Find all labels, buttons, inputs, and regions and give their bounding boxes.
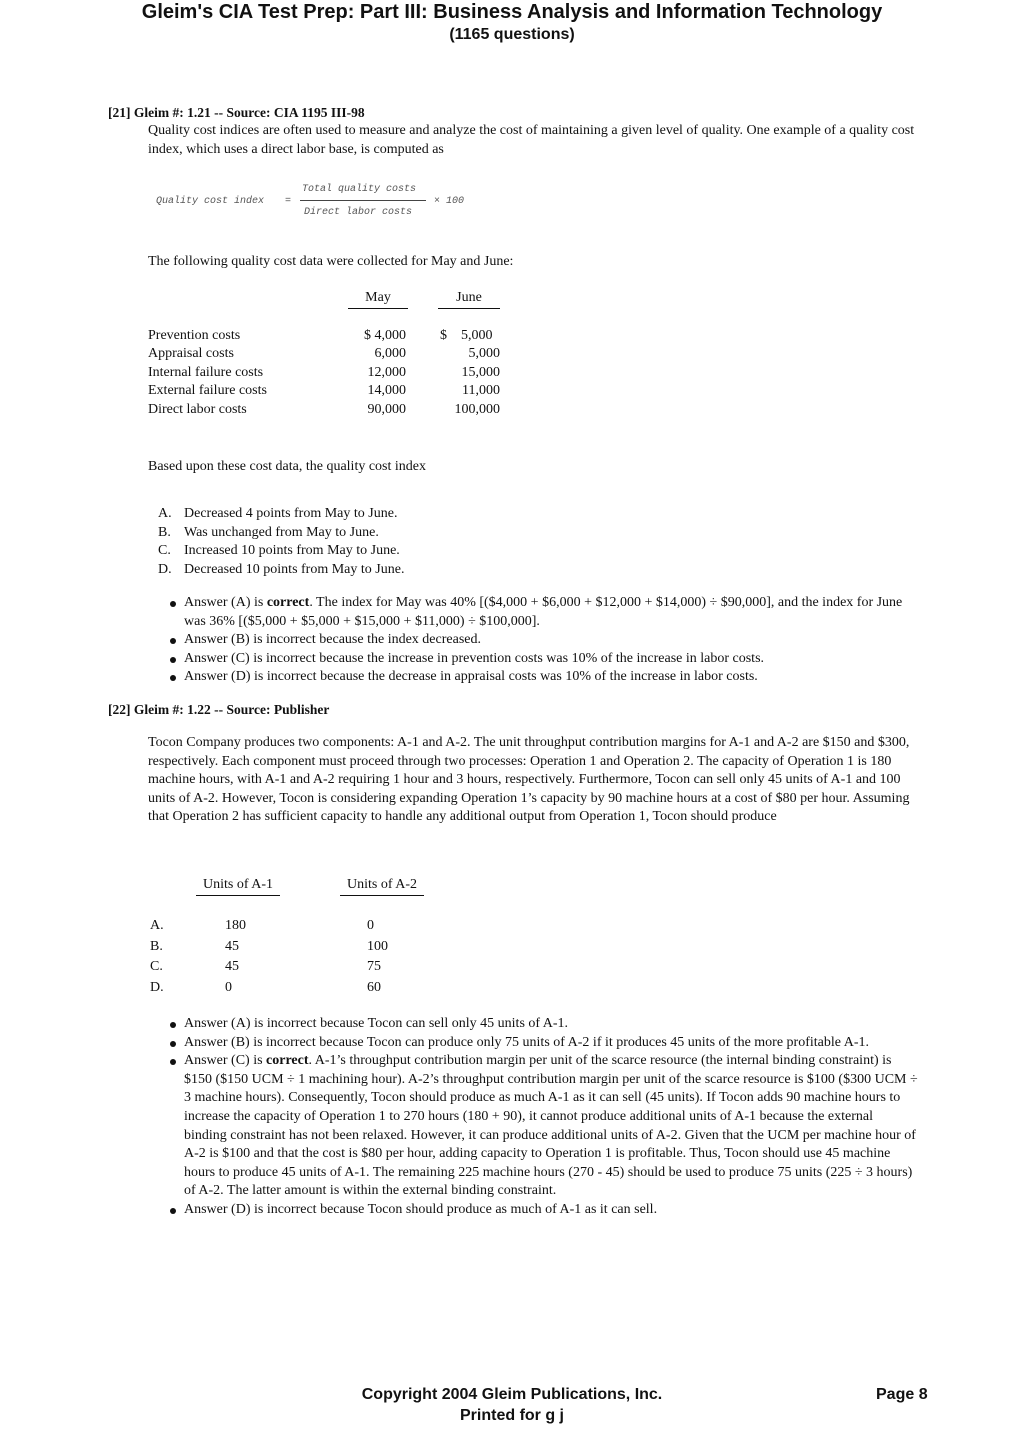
choice-letter[interactable]: D. bbox=[150, 980, 164, 995]
answer-explanation bbox=[148, 631, 918, 650]
bullet-icon bbox=[148, 631, 184, 650]
q21-formula bbox=[150, 183, 490, 223]
answer-explanation bbox=[148, 1015, 918, 1034]
choice-letter[interactable]: A. bbox=[150, 918, 164, 933]
row-may: 12,000 bbox=[367, 365, 406, 380]
option-c[interactable] bbox=[148, 542, 648, 561]
option-b[interactable] bbox=[148, 524, 648, 543]
col-header-may: May bbox=[365, 290, 391, 305]
choice-a2: 100 bbox=[367, 939, 388, 954]
option-d[interactable] bbox=[148, 561, 648, 580]
answer-rest: . The index for May was 40% [($4,000 + $6,000 + $12,000 + $14,000) ÷ $90,000], and the index for June was 36% [($5,000 + $5,000 + $15,000 + $11,000) ÷ $100,000]. bbox=[184, 595, 903, 629]
option-text: Was unchanged from May to June. bbox=[184, 524, 379, 540]
formula-denominator: Direct labor costs bbox=[304, 207, 413, 218]
q21-stem: Based upon these cost data, the quality cost index bbox=[148, 459, 426, 474]
col-rule-may bbox=[348, 308, 408, 309]
answer-text: Answer (D) is incorrect because Tocon should produce as much of A-1 as it can sell. bbox=[184, 1201, 658, 1217]
choice-a1: 45 bbox=[225, 939, 239, 954]
q21-heading: [21] Gleim #: 1.21 -- Source: CIA 1195 III-98 bbox=[108, 105, 365, 120]
choice-a2: 0 bbox=[367, 918, 374, 933]
q22-answers bbox=[148, 1015, 918, 1220]
row-may: $ 4,000 bbox=[364, 328, 406, 343]
row-may: 90,000 bbox=[367, 402, 406, 417]
row-label: Prevention costs bbox=[148, 328, 241, 343]
option-a[interactable] bbox=[148, 505, 648, 524]
q22-heading: [22] Gleim #: 1.22 -- Source: Publisher bbox=[108, 702, 330, 717]
correct-label: correct bbox=[266, 1053, 309, 1069]
choice-a2: 75 bbox=[367, 959, 381, 974]
answer-prefix: Answer (C) is bbox=[184, 1053, 267, 1069]
q21-data-intro: The following quality cost data were collected for May and June: bbox=[148, 254, 514, 269]
choice-letter[interactable]: C. bbox=[150, 959, 163, 974]
q21-options bbox=[148, 505, 648, 579]
answer-text: Answer (A) is incorrect because Tocon can sell only 45 units of A-1. bbox=[184, 1016, 569, 1031]
option-text: Decreased 10 points from May to June. bbox=[184, 561, 405, 577]
bullet-icon bbox=[148, 650, 184, 669]
answer-explanation bbox=[148, 650, 918, 669]
q21-cost-table bbox=[148, 288, 508, 423]
answer-text: Answer (B) is incorrect because Tocon can produce only 75 units of A-2 if it produces 45 units of the more profitable A-1. bbox=[184, 1034, 869, 1050]
answer-text: Answer (D) is incorrect because the decrease in appraisal costs was 10% of the increase in labor costs. bbox=[184, 669, 758, 685]
formula-lhs: Quality cost index bbox=[156, 196, 265, 207]
bullet-icon bbox=[148, 1015, 184, 1034]
bullet-icon bbox=[148, 1201, 184, 1220]
col-header-a2: Units of A-2 bbox=[347, 877, 417, 892]
row-may: 14,000 bbox=[367, 383, 406, 398]
row-june: 100,000 bbox=[454, 402, 500, 417]
row-label: Internal failure costs bbox=[148, 365, 264, 380]
footer-copyright: Copyright 2004 Gleim Publications, Inc. bbox=[361, 1386, 663, 1403]
answer-prefix: Answer (A) is bbox=[184, 595, 267, 610]
page-number: Page 8 bbox=[876, 1386, 928, 1403]
row-label: Direct labor costs bbox=[148, 402, 247, 417]
q21-answers bbox=[148, 594, 918, 687]
option-letter: A. bbox=[158, 506, 172, 521]
bullet-icon bbox=[148, 1052, 184, 1201]
answer-text: Answer (B) is incorrect because the index decreased. bbox=[184, 632, 481, 648]
choice-a2: 60 bbox=[367, 980, 381, 995]
choice-a1: 45 bbox=[225, 959, 239, 974]
row-june: $ 5,000 bbox=[440, 328, 493, 343]
bullet-icon bbox=[148, 594, 184, 631]
row-june: 5,000 bbox=[468, 346, 500, 361]
option-text: Decreased 4 points from May to June. bbox=[184, 506, 398, 521]
q21-intro: Quality cost indices are often used to measure and analyze the cost of maintaining a given level of quality. One example of a quality cost index, which uses a direct labor base, is computed as bbox=[148, 123, 915, 157]
row-label: External failure costs bbox=[148, 383, 267, 398]
option-text: Increased 10 points from May to June. bbox=[184, 543, 400, 559]
answer-explanation bbox=[148, 1052, 918, 1201]
answer-explanation bbox=[148, 1034, 918, 1053]
formula-equals: = bbox=[285, 196, 292, 207]
option-letter: B. bbox=[158, 524, 171, 540]
row-label: Appraisal costs bbox=[148, 346, 234, 361]
option-letter: D. bbox=[158, 561, 172, 577]
row-june: 15,000 bbox=[461, 365, 500, 380]
choice-a1: 0 bbox=[225, 980, 232, 995]
answer-explanation bbox=[148, 668, 918, 687]
choice-letter[interactable]: B. bbox=[150, 939, 163, 954]
q22-intro: Tocon Company produces two components: A-1 and A-2. The unit throughput contribution margins for A-1 and A-2 are $150 and $300, respectively. Each component must proceed through two processes: Operation 1 and Operation 2. The capacity of Operation 1 is 180 machine hours, with A-1 and A-2 requiring 1 hour and 3 hours, respectively. Furthermore, Tocon can sell only 45 units of A-1 and 100 units of A-2. However, Tocon is considering expanding Operation 1’s capacity by 90 machine hours at a cost of $80 per hour. Assuming that Operation 2 has sufficient capacity to handle any additional output from Operation 1, Tocon should produce bbox=[148, 735, 910, 825]
answer-rest: . A-1’s throughput contribution margin per unit of the scarce resource (the internal binding constraint) is $150 ($150 UCM ÷ 1 machining hour). A-2’s throughput contribution margin per unit of the scarce resource is $100 ($300 UCM ÷ 3 machine hours). Consequently, Tocon should produce as much A-1 as it can sell (45 units). If Tocon adds 90 machine hours to increase the capacity of Operation 1 to 270 hours (180 + 90), it cannot produce additional units of A-1 because the external binding constraint has not been relaxed. However, it can produce additional units of A-2. Given that the UCM per machine hour of A-2 is $100 and that the cost is $80 per hour, adding capacity to Operation 1 is profitable. Thus, Tocon should use 45 machine hours to produce 45 units of A-1. The remaining 225 machine hours (270 - 45) should be used to produce 75 units (225 ÷ 3 hours) of A-2. The latter amount is within the external binding constraint. bbox=[184, 1053, 918, 1199]
formula-numerator: Total quality costs bbox=[302, 184, 417, 195]
col-header-june: June bbox=[456, 290, 482, 305]
choice-a1: 180 bbox=[225, 918, 246, 933]
answer-explanation bbox=[148, 594, 918, 631]
answer-text: Answer (C) is incorrect because the increase in prevention costs was 10% of the increase in labor costs. bbox=[184, 650, 765, 666]
correct-label: correct bbox=[266, 595, 310, 610]
col-rule-a1 bbox=[196, 895, 280, 896]
formula-multiplier: × 100 bbox=[434, 196, 465, 207]
page-title: Gleim's CIA Test Prep: Part III: Business Analysis and Information Technology bbox=[141, 1, 883, 23]
row-may: 6,000 bbox=[374, 346, 406, 361]
col-header-a1: Units of A-1 bbox=[203, 877, 273, 892]
bullet-icon bbox=[148, 1034, 184, 1053]
col-rule-june bbox=[438, 308, 500, 309]
answer-explanation bbox=[148, 1201, 918, 1220]
question-count: (1165 questions) bbox=[449, 26, 575, 43]
formula-fraction-bar bbox=[300, 200, 426, 201]
option-letter: C. bbox=[158, 543, 171, 559]
bullet-icon bbox=[148, 668, 184, 687]
footer-printed-for: Printed for g j bbox=[460, 1407, 564, 1424]
col-rule-a2 bbox=[340, 895, 424, 896]
row-june: 11,000 bbox=[462, 383, 500, 398]
q22-units-table bbox=[148, 876, 448, 1001]
